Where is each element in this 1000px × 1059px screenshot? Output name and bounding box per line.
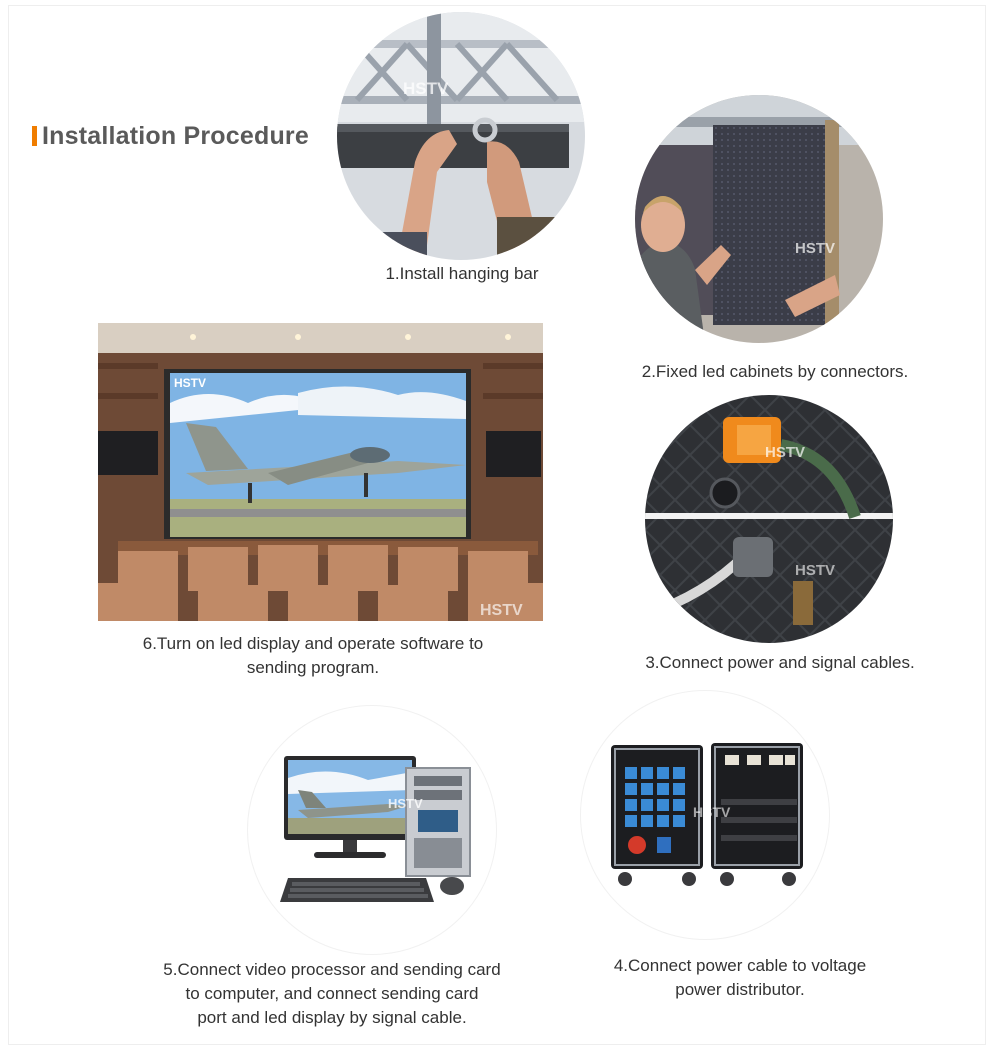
step-1-caption: 1.Install hanging bar: [385, 264, 539, 283]
title-accent-bar: [32, 126, 37, 146]
step-6-watermark: HSTV: [480, 602, 523, 619]
step-1-photo: [337, 12, 585, 260]
step-3-photo: [645, 395, 893, 643]
step-3-watermark-bottom: HSTV: [795, 562, 836, 579]
step-4-watermark: HSTV: [693, 804, 731, 820]
step-5-watermark: HSTV: [388, 796, 423, 811]
step-2-watermark: HSTV: [795, 240, 836, 257]
section-title: [32, 121, 309, 151]
step-4-photo: [580, 690, 830, 940]
step-4-caption: 4.Connect power cable to voltage power distributor.: [613, 956, 867, 999]
step-3-caption: 3.Connect power and signal cables.: [645, 653, 915, 672]
step-2-photo: [635, 95, 883, 343]
step-5-caption: 5.Connect video processor and sending card to computer, and connect sending card port and led display by signal cable.: [163, 960, 501, 1027]
step-6-screen-watermark: HSTV: [174, 376, 207, 390]
step-1-watermark: HSTV: [403, 79, 449, 98]
step-3-watermark-top: HSTV: [765, 444, 806, 461]
step-5-photo: [247, 705, 497, 955]
page-title: Installation Procedure: [42, 121, 309, 150]
step-2-caption: 2.Fixed led cabinets by connectors.: [641, 362, 909, 381]
step-6-caption: 6.Turn on led display and operate software to sending program.: [142, 634, 484, 677]
step-6-photo: [98, 323, 543, 621]
